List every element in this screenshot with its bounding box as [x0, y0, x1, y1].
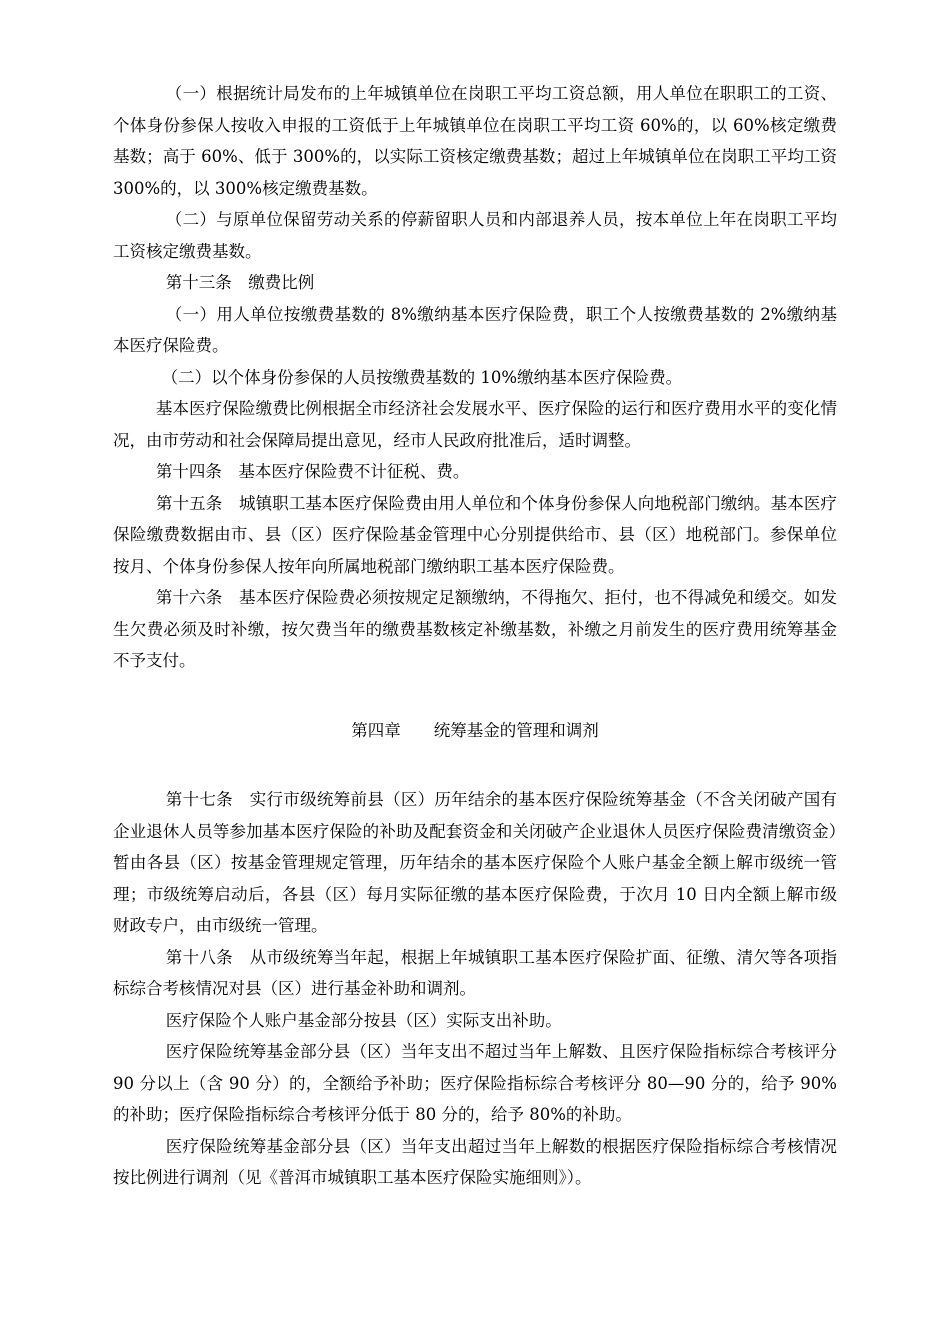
- paragraph: 基本医疗保险缴费比例根据全市经济社会发展水平、医疗保险的运行和医疗费用水平的变化情况，由市劳动和社会保障局提出意见，经市人民政府批准后，适时调整。: [113, 399, 837, 450]
- paragraph: （一）根据统计局发布的上年城镇单位在岗职工平均工资总额，用人单位在职职工的工资、个体身份参保人按收入申报的工资低于上年城镇单位在岗职工平均工资 60%的，以 60%核定缴费基数；高于 60%、低于 300%的，以实际工资核定缴费基数；超过上年城镇单位在岗职工平均工资 300%的，以 300%核定缴费基数。: [113, 84, 837, 198]
- paragraph: 第十七条 实行市级统筹前县（区）历年结余的基本医疗保险统筹基金（不含关闭破产国有企业退休人员等参加基本医疗保险的补助及配套资金和关闭破产企业退休人员医疗保险费清缴资金）暂由各县（区）按基金管理规定管理，历年结余的基本医疗保险个人账户基金全额上解市级统一管理；市级统筹启动后，各县（区）每月实际征缴的基本医疗保险费，于次月 10 日内全额上解市级财政专户，由市级统一管理。: [113, 790, 837, 935]
- paragraph: 第十八条 从市级统筹当年起，根据上年城镇职工基本医疗保险扩面、征缴、清欠等各项指标综合考核情况对县（区）进行基金补助和调剂。: [113, 947, 837, 998]
- paragraph: （一）用人单位按缴费基数的 8%缴纳基本医疗保险费，职工个人按缴费基数的 2%缴纳基本医疗保险费。: [113, 304, 837, 355]
- chapter-title: 第四章 统筹基金的管理和调剂: [351, 720, 599, 740]
- paragraph: 第十五条 城镇职工基本医疗保险费由用人单位和个体身份参保人向地税部门缴纳。基本医疗保险缴费数据由市、县（区）医疗保险基金管理中心分别提供给市、县（区）地税部门。参保单位按月、个体身份参保人按年向所属地税部门缴纳职工基本医疗保险费。: [113, 493, 837, 576]
- article-heading: 第十三条 缴费比例: [165, 273, 315, 292]
- paragraph: （二）以个体身份参保的人员按缴费基数的 10%缴纳基本医疗保险费。: [161, 367, 683, 387]
- paragraph: 第十六条 基本医疗保险费必须按规定足额缴纳，不得拖欠、拒付，也不得减免和缓交。如发生欠费必须及时补缴，按欠费当年的缴费基数核定补缴基数，补缴之月前发生的医疗费用统筹基金不予支付。: [113, 588, 837, 670]
- paragraph: 医疗保险统筹基金部分县（区）当年支出超过当年上解数的根据医疗保险指标综合考核情况按比例进行调剂（见《普洱市城镇职工基本医疗保险实施细则》）。: [113, 1136, 837, 1187]
- paragraph: 医疗保险个人账户基金部分按县（区）实际支出补助。: [165, 1010, 562, 1030]
- paragraph: 第十四条 基本医疗保险费不计征税、费。: [155, 462, 470, 481]
- document-page: [113, 78, 837, 1194]
- paragraph: （二）与原单位保留劳动关系的停薪留职人员和内部退养人员，按本单位上年在岗职工平均工资核定缴费基数。: [113, 210, 837, 261]
- paragraph: 医疗保险统筹基金部分县（区）当年支出不超过当年上解数、且医疗保险指标综合考核评分 90 分以上（含 90 分）的，全额给予补助；医疗保险指标综合考核评分 80—90 分的，给予 90%的补助；医疗保险指标综合考核评分低于 80 分的，给予 80%的补助。: [113, 1042, 837, 1124]
